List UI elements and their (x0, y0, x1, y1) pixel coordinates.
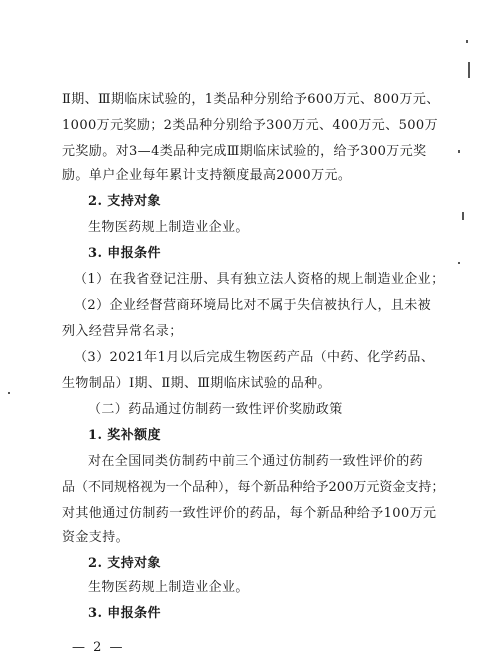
paragraph-line: （2）企业经督营商环境局比对不属于失信被执行人，且未被 (74, 298, 432, 313)
page-number: — 2 — (72, 640, 125, 655)
paragraph-line: 生物医药规上制造业企业。 (88, 580, 249, 595)
scan-artifact (458, 262, 460, 264)
paragraph-line: 对在全国同类仿制药中前三个通过仿制药一致性评价的药 (88, 454, 424, 469)
paragraph-line: 对其他通过仿制药一致性评价的药品，每个新品种给予100万元 (62, 506, 437, 521)
subsection-heading: （二）药品通过仿制药一致性评价奖励政策 (88, 402, 343, 417)
paragraph-line: 列入经营异常名录； (62, 324, 183, 339)
scan-artifact (458, 150, 460, 153)
paragraph-line: 1000万元奖励；2类品种分别给予300万元、400万元、500万 (62, 118, 438, 133)
section-heading: 2. 支持对象 (88, 556, 161, 571)
paragraph-line: （1）在我省登记注册、具有独立法人资格的规上制造业企业； (74, 272, 445, 287)
paragraph-line: Ⅱ期、Ⅲ期临床试验的，1类品种分别给予600万元、800万元、 (62, 92, 440, 107)
paragraph-line: 生物制品）Ⅰ期、Ⅱ期、Ⅲ期临床试验的品种。 (62, 376, 331, 391)
paragraph-line: （3）2021年1月以后完成生物医药产品（中药、化学药品、 (74, 350, 435, 365)
paragraph-line: 励。单户企业每年累计支持额度最高2000万元。 (62, 168, 352, 183)
scan-artifact (8, 392, 10, 394)
section-heading: 1. 奖补额度 (88, 428, 161, 443)
paragraph-line: 品（不同规格视为一个品种），每个新品种给予200万元资金支持； (62, 480, 445, 495)
section-heading: 2. 支持对象 (88, 194, 161, 209)
paragraph-line: 生物医药规上制造业企业。 (88, 220, 249, 235)
section-heading: 3. 申报条件 (88, 246, 161, 261)
section-heading: 3. 申报条件 (88, 606, 161, 621)
scan-artifact (468, 62, 470, 78)
scan-artifact (462, 212, 464, 220)
paragraph-line: 元奖励。对3—4类品种完成Ⅲ期临床试验的，给予300万元奖 (62, 144, 427, 159)
paragraph-line: 资金支持。 (62, 530, 130, 545)
scan-artifact (466, 40, 468, 43)
